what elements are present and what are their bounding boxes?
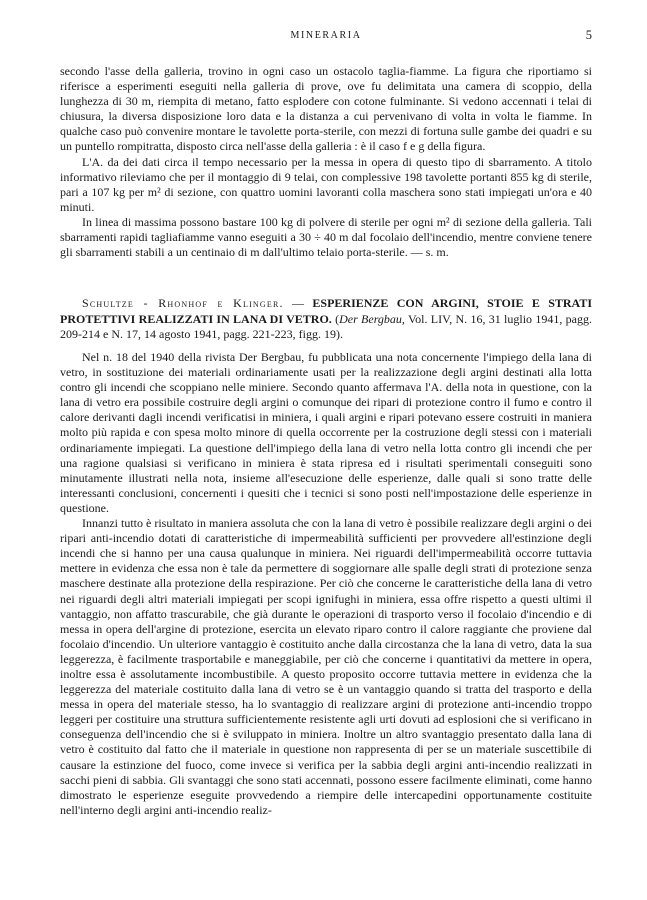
heading-dash: — bbox=[283, 296, 313, 310]
journal-name: Der Bergbau, bbox=[339, 311, 405, 326]
page-header bbox=[60, 30, 592, 44]
article-paragraph-1: Nel n. 18 del 1940 della rivista Der Bergbau, fu pubblicata una nota concernente l'impiego della lana di vetro, in sostituzione dei materiali ordinariamente usati per la realizzazione degli argini destinati alla lotta contro gli incendi che scoppiano nelle miniere. Secondo quanto affermava l'A. della nota in questione, con la lana di vetro era possibile costruire degli argini o comunque dei ripari di protezione contro il fumo e contro il calore derivanti dagli incendi verificatisi in miniera, i quali argini e ripari potevano essere costruiti in maniera molto più rapida e con spesa molto minore di quella occorrente per la costruzione degli stessi con i materiali ordinariamente impiegati. La questione dell'impiego della lana di vetro nella lotta contro gli incendi che per una ragione qualsiasi si verificano in miniera è stata ripresa ed i risultati sperimentali conseguiti sono minutamente illustrati nella nota, insieme all'esecuzione delle esperienze, dalle quali si sono tratte delle interessanti conclusioni, concernenti i quesiti che i tecnici si sono posti nell'impostazione delle esperienze in questione. bbox=[60, 350, 592, 515]
continued-section bbox=[60, 64, 592, 260]
article-authors: Schultze - Rhonhof e Klinger. bbox=[82, 296, 284, 310]
page-number: 5 bbox=[585, 28, 592, 42]
article-heading bbox=[60, 296, 592, 343]
article-paragraph-2: Innanzi tutto è risultato in maniera assoluta che con la lana di vetro è possibile realizzare degli argini o dei ripari anti-incendio dotati di caratteristiche di impermeabilità sufficienti per provvedere all'estinzione degli incendi che si hanno per una causa qualunque in miniera. Nei riguardi dell'impermeabilità occorre tuttavia mettere in evidenza che essa non è tale da permettere di soggiornare alle spalle degli strati di protezione senza maschere destinate alla protezione della respirazione. Per ciò che concerne le caratteristiche della lana di vetro nei riguardi degli altri materiali impiegati per scopi ignifughi in miniera, essa offre rispetto a questi ultimi il vantaggio, non affatto trascurabile, che già durante le operazioni di trasporto verso il focolaio d'incendio e di messa in opera dell'argine di protezione, esercita un elevato riparo contro il calore raggiante che proviene dal focolaio d'incendio. Un ulteriore vantaggio è costituito anche dalla circostanza che la lana di vetro, data la sua leggerezza, è facilmente trasportabile e maneggiabile, per ciò che concerne i quantitativi da mettere in opera, inoltre essa è assolutamente incombustibile. A questo proposito occorre tuttavia mettere in evidenza che la leggerezza del materiale costituito dalla lana di vetro se è un vantaggio quando si tratta del trasporto e della messa in opera del materiale stesso, ha lo svantaggio di realizzare argini di protezione anti-incendio troppo leggeri per costituire una struttura sufficientemente resistente agli urti dovuti ad esplosioni che si verificano in conseguenza dell'incendio che si è sviluppato in miniera. Inoltre un altro svantaggio presentato dalla lana di vetro è costituito dal fatto che il materiale in questione non rappresenta di per se un materiale suscettibile di causare la estinzione del fuoco, come invece si verifica per la sabbia degli argini anti-incendio realizzati in sacchi pieni di sabbia. Gli svantaggi che sono stati accennati, possono essere facilmente eliminati, come hanno dimostrato le esperienze eseguite provvedendo a riempire delle intercapedini opportunamente costituite nell'interno degli argini anti-incendio realiz- bbox=[60, 516, 592, 817]
article-title: ESPERIENZE CON ARGINI, STOIE E STRATI PROTETTIVI REALIZZATI IN LANA DI VETRO. bbox=[60, 296, 593, 326]
article-body bbox=[60, 350, 592, 818]
article-citation bbox=[60, 296, 592, 343]
citation-open-paren: ( bbox=[331, 311, 340, 326]
paragraph-sbarramento-data: L'A. da dei dati circa il tempo necessario per la messa in opera di questo tipo di sbarramento. A titolo informativo rileviamo che per il montaggio di 9 telai, con complessive 198 tavolette portanti 855 kg di sterile, pari a 107 kg per m² di sezione, con quattro uomini lavoranti colla maschera sono stati impiegati un'ora e 40 minuti. bbox=[60, 154, 592, 214]
running-title: MINERARIA bbox=[290, 30, 362, 41]
paragraph-conclusion: In linea di massima possono bastare 100 kg di polvere di sterile per ogni m² di sezione della galleria. Tali sbarramenti rapidi tagliafiamme vanno eseguiti a 30 ÷ 40 m dal focolaio dell'incendio, mentre conviene tenere gli sbarramenti stabili a un centinaio di m dall'ultimo telaio porta-sterile. — s. m. bbox=[60, 214, 592, 260]
paragraph-continued: secondo l'asse della galleria, trovino in ogni caso un ostacolo taglia-fiamme. La figura che riportiamo si riferisce a esperimenti eseguiti nella galleria di prove, ove fu delimitata una camera di scoppio, della lunghezza di 30 m, riempita di metano, fatto esplodere con cotone fulminante. Si vedono accennati i telai di chiusura, la diversa disposizione loro data e la distanza a cui pervenivano di volta in volta le fiamme. In qualche caso può convenire montare le tavolette porta-sterile, con mezzi di fortuna sulle gambe dei quadri e su un puntello rompitratta, disposto circa nell'asse della galleria : è il caso f e g della figura. bbox=[60, 64, 592, 154]
citation-details: Vol. LIV, N. 16, 31 luglio 1941, pagg. 209-214 e N. 17, 14 agosto 1941, pagg. 221-223, figg. 19). bbox=[60, 311, 592, 342]
